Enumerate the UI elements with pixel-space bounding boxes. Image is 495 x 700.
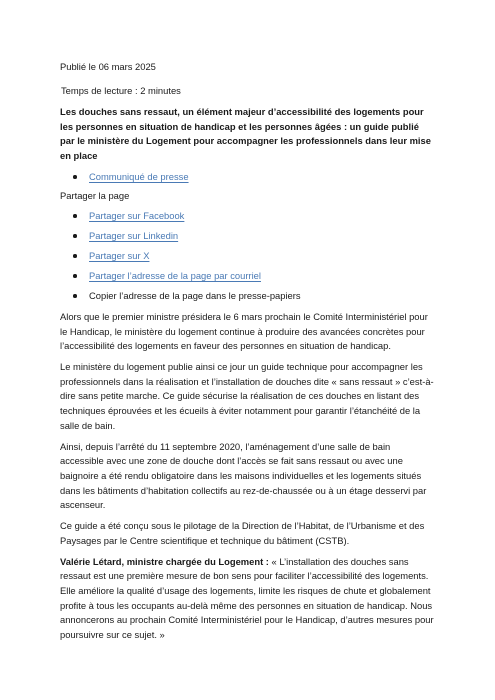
bullet-icon: [73, 175, 77, 179]
article-headline: Les douches sans ressaut, un élément majeur d’accessibilité des logements pour les personnes en situation de handicap et les personnes âgées : un guide publié par le ministère du Logement pour accompagner les professionnels dans leur mise en place: [60, 106, 431, 161]
body-paragraph: Alors que le premier ministre présidera le 6 mars prochain le Comité Interministériel pour le Handicap, le ministère du logement continue à produire des avancées concrètes pour l’accessibilité des logements en faveur des personnes en situation de handicap.: [60, 310, 428, 352]
list-item: [60, 229, 435, 244]
share-list: [60, 209, 435, 304]
press-links-list: [60, 170, 435, 185]
body-paragraph: Le ministère du logement publie ainsi ce jour un guide technique pour accompagner les professionnels dans la réalisation et l’installation de douches dite « sans ressaut » c’est-à-dire sans petite marche. Ce guide sécurise la réalisation de ces douches en listant des techniques éprouvées et les écueils à éviter notamment pour garantir l’étanchéité de la salle de bain.: [60, 361, 434, 431]
quote-text: « L’installation des douches sans ressaut est une première mesure de bon sens pour faciliter l’accessibilité des logements. Elle améliore la qualité d’usage des logements, limite les risques de chute et globalement profite à tous les occupants au-delà même des personnes en situation de handicap. Nous annoncerons au prochain Comité Interministériel pour le Handicap, d’autres mesures pour poursuivre sur ce sujet. »: [60, 555, 434, 640]
share-x-link[interactable]: Partager sur X: [89, 249, 150, 261]
bullet-icon: [73, 294, 77, 298]
press-release-link[interactable]: Communiqué de presse: [89, 170, 189, 182]
bullet-icon: [73, 254, 77, 258]
publication-date: Publié le 06 mars 2025: [60, 61, 156, 72]
list-item: [60, 289, 435, 304]
copy-address-text: Copier l’adresse de la page dans le presse-papiers: [89, 289, 301, 301]
share-email-link[interactable]: Partager l’adresse de la page par courriel: [89, 269, 261, 281]
quote-author: Valérie Létard, ministre chargée du Logement :: [60, 555, 269, 567]
bullet-icon: [73, 234, 77, 238]
minister-quote: [60, 555, 435, 643]
bullet-icon: [73, 274, 77, 278]
bullet-icon: [73, 214, 77, 218]
list-item: [60, 249, 435, 264]
share-linkedin-link[interactable]: Partager sur Linkedin: [89, 229, 179, 241]
list-item: [60, 170, 435, 185]
reading-time: Temps de lecture : 2 minutes: [61, 84, 181, 96]
body-paragraph: Ce guide a été conçu sous le pilotage de la Direction de l’Habitat, de l’Urbanisme et des Paysages par le Centre scientifique et technique du bâtiment (CSTB).: [60, 520, 425, 546]
body-paragraph: Ainsi, depuis l’arrêté du 11 septembre 2020, l’aménagement d’une salle de bain accessible avec une zone de douche dont l’accès se fait sans ressaut ou avec une baignoire a été rendu obligatoire dans les maisons individuelles et les logements situés dans les bâtiments d’habitation collectifs au rez-de-chaussée ou à un étage desservi par ascenseur.: [60, 440, 427, 511]
share-facebook-link[interactable]: Partager sur Facebook: [89, 209, 185, 221]
share-heading: Partager la page: [60, 190, 130, 202]
list-item: [60, 269, 435, 284]
list-item: [60, 209, 435, 224]
